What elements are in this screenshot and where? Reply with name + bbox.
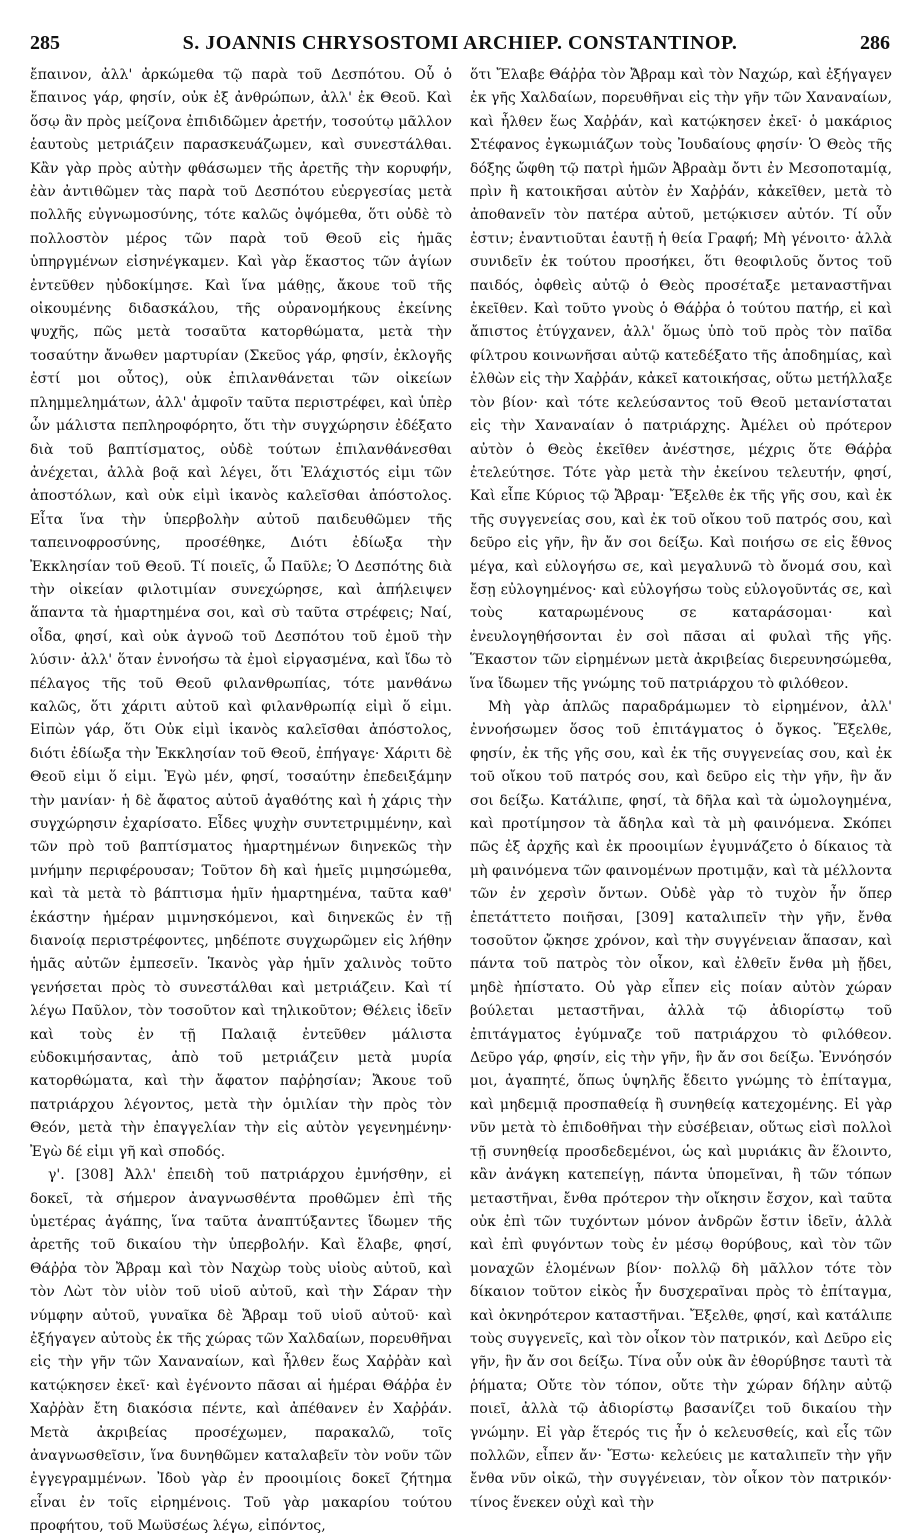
- right-paragraph-2: Μὴ γὰρ ἁπλῶς παραδράμωμεν τὸ εἰρημένον, ἀλλ' ἐννοήσωμεν ὅσος τοῦ ἐπιτάγματος ὁ ὄγκος. Ἔξελθε, φησίν, ἐκ τῆς γῆς σου, καὶ ἐκ τῆς συγγενείας σου, καὶ ἐκ τοῦ οἴκου τοῦ πατρός σου, καὶ δεῦρο εἰς τὴν γῆν, ἣν ἄν σοι δείξω. Κατάλιπε, φησί, τὰ δῆλα καὶ τὰ ὡμολογημένα, καὶ προτίμησον τὰ ἄδηλα καὶ τὰ μὴ φαινόμενα. Σκόπει πῶς ἐξ ἀρχῆς καὶ ἐκ προοιμίων ἐγυμνάζετο ὁ δίκαιος τὰ μὴ φαινόμενα τῶν φαινομένων προτιμᾷν, καὶ τὰ μέλλοντα τῶν ἐν χερσὶν ὄντων. Οὐδὲ γὰρ τὸ τυχὸν ἦν ὅπερ ἐπετάττετο ποιῆσαι, [309] καταλιπεῖν τὴν γῆν, ἔνθα τοσοῦτον ᾤκησε χρόνον, καὶ τὴν συγγένειαν ἅπασαν, καὶ πάντα τοῦ πατρὸς τὸν οἶκον, καὶ ἐλθεῖν ἔνθα μὴ ᾔδει, μηδὲ ἠπίστατο. Οὐ γὰρ εἶπεν εἰς ποίαν αὐτὸν χώραν βούλεται μεταστῆναι, ἀλλὰ τῷ ἀδιορίστῳ τοῦ ἐπιτάγματος ἐγύμναζε τοῦ πατριάρχου τὸ φιλόθεον. Δεῦρο γάρ, φησίν, εἰς τὴν γῆν, ἣν ἄν σοι δείξω. Ἐννόησόν μοι, ἀγαπητέ, ὅπως ὑψηλῆς ἔδειτο γνώμης τὸ ἐπίταγμα, καὶ μηδεμιᾷ προσπαθείᾳ ἢ συνηθείᾳ κατεχομένης. Εἰ γὰρ νῦν μετὰ τὸ ἐπιδοθῆναι τὴν εὐσέβειαν, οὕτως εἰσὶ πολλοὶ τῇ συνηθείᾳ προσδεδεμένοι, ὡς καὶ μυριάκις ἂν ἕλοιντο, κἂν ἀνάγκη κατεπείγῃ, πάντα ὑπομεῖναι, ἢ τῶν τόπων μεταστῆναι, ἔνθα πρότερον τὴν οἴκησιν ἔσχον, καὶ ταῦτα οὐκ ἐπὶ τῶν τυχόντων μόνον ἀνδρῶν ἔστιν ἰδεῖν, ἀλλὰ καὶ ἐπὶ φυγόντων τοὺς ἐν μέσῳ θορύβους, καὶ τὸν τῶν μοναχῶν ἑλομένων βίον· πολλῷ δὴ μᾶλλον τότε τὸν δίκαιον τοῦτον εἰκὸς ἦν δυσχεραῖναι πρὸς τὸ ἐπίταγμα, καὶ ὀκνηρότερον καταστῆναι. Ἔξελθε, φησί, καὶ κατάλιπε τοὺς συγγενεῖς, καὶ τὸν οἶκον τὸν πατρικόν, καὶ Δεῦρο εἰς γῆν, ἣν ἄν σοι δείξω. Τίνα οὖν οὐκ ἂν ἐθορύβησε ταυτὶ τὰ ῥήματα; Οὔτε τὸν τόπον, οὔτε τὴν χώραν δήλην αὐτῷ ποιεῖ, ἀλλὰ τῷ ἀδιορίστῳ βασανίζει τοῦ δικαίου τὴν γνώμην. Εἰ γὰρ ἕτερός τις ἦν ὁ κελευσθείς, καὶ εἷς τῶν πολλῶν, εἶπεν ἄν· Ἔστω· κελεύεις με καταλιπεῖν τὴν γῆν ἔνθα νῦν οἰκῶ, τὴν συγγένειαν, τὸν οἶκον τὸν πατρικόν· τίνος ἕνεκεν οὐχὶ καὶ τὴν: [470, 698, 892, 1511]
- right-page-number: 286: [860, 32, 890, 54]
- page-header: [30, 32, 890, 58]
- right-text-column: [470, 64, 892, 1524]
- left-paragraph-1: ἔπαινον, ἀλλ' ἀρκώμεθα τῷ παρὰ τοῦ Δεσπότου. Οὗ ὁ ἔπαινος γάρ, φησίν, οὐκ ἐξ ἀνθρώπων, ἀλλ' ἐκ Θεοῦ. Καὶ ὅσῳ ἂν πρὸς μείζονα ἐπιδιδῶμεν ἀρετήν, τοσούτῳ μᾶλλον ἑαυτοὺς μετριάζειν παρασκευάζωμεν, καὶ συνεστάλθαι. Κἂν γὰρ πρὸς αὐτὴν φθάσωμεν τῆς ἀρετῆς τὴν κορυφήν, ἐὰν ἀντιθῶμεν τὰς παρὰ τοῦ Δεσπότου εὐεργεσίας μετὰ πολλῆς εὐγνωμοσύνης, τότε καλῶς ὀψόμεθα, ὅτι οὐδὲ τὸ πολλοστὸν μέρος τῶν παρὰ τοῦ Θεοῦ εἰς ἡμᾶς ὑπηργμένων εἰσηνέγκαμεν. Καὶ γὰρ ἕκαστος τῶν ἁγίων ἐντεῦθεν ηὐδοκίμησε. Καὶ ἵνα μάθῃς, ἄκουε τοῦ τῆς οἰκουμένης διδασκάλου, τῆς οὐρανομήκους ἐκείνης ψυχῆς, πῶς μετὰ τοσαῦτα κατορθώματα, μετὰ τὴν τοσαύτην ἄνωθεν μαρτυρίαν (Σκεῦος γάρ, φησίν, ἐκλογῆς ἐστί μοι οὗτος), οὐκ ἐπιλανθάνεται τῶν οἰκείων πλημμελημάτων, ἀλλ' ἀμφοῖν ταῦτα περιστρέφει, καὶ ὑπὲρ ὧν μάλιστα πεπληροφόρητο, ὅτι τὴν συγχώρησιν ἐδέξατο διὰ τοῦ βαπτίσματος, οὐδὲ τούτων ἐπιλανθάνεσθαι ἀνέχεται, ἀλλὰ βοᾷ καὶ λέγει, ὅτι Ἐλάχιστός εἰμι τῶν ἀποστόλων, καὶ οὐκ εἰμὶ ἱκανὸς καλεῖσθαι ἀπόστολος. Εἶτα ἵνα τὴν ὑπερβολὴν αὐτοῦ παιδευθῶμεν τῆς ταπεινοφροσύνης, προσέθηκε, Διότι ἐδίωξα τὴν Ἐκκλησίαν τοῦ Θεοῦ. Τί ποιεῖς, ὦ Παῦλε; Ὁ Δεσπότης διὰ τὴν οἰκείαν φιλοτιμίαν συνεχώρησε, καὶ ἀπήλειψεν ἅπαντα τὰ ἡμαρτημένα σοι, καὶ σὺ ταῦτα στρέφεις; Ναί, οἶδα, φησί, καὶ οὐκ ἀγνοῶ τοῦ Δεσπότου τοῦ ἐμοῦ τὴν λύσιν· ἀλλ' ὅταν ἐννοήσω τὰ ἐμοὶ εἰργασμένα, καὶ ἴδω τὸ πέλαγος τῆς τοῦ Θεοῦ φιλανθρωπίας, τότε μανθάνω καλῶς, ὅτι χάριτι αὐτοῦ καὶ φιλανθρωπίᾳ εἰμὶ ὅ εἰμι. Εἰπὼν γάρ, ὅτι Οὐκ εἰμὶ ἱκανὸς καλεῖσθαι ἀπόστολος, διότι ἐδίωξα τὴν Ἐκκλησίαν τοῦ Θεοῦ, ἐπήγαγε· Χάριτι δὲ Θεοῦ εἰμι ὅ εἰμι. Ἐγὼ μέν, φησί, τοσαύτην ἐπεδειξάμην τὴν μανίαν· ἡ δὲ ἄφατος αὐτοῦ ἀγαθότης καὶ ἡ χάρις τὴν συγχώρησιν ἐχαρίσατο. Εἶδες ψυχὴν συντετριμμένην, καὶ τῶν πρὸ τοῦ βαπτίσματος ἡμαρτημένων διηνεκῶς τὴν μνήμην περιφέρουσαν; Τοῦτον δὴ καὶ ἡμεῖς μιμησώμεθα, καὶ τὰ μετὰ τὸ βάπτισμα ἡμῖν ἡμαρτημένα, ταῦτα καθ' ἑκάστην ἡμέραν μιμνησκόμενοι, καὶ διηνεκῶς ἐν τῇ διανοίᾳ περιστρέφοντες, μηδέποτε συγχωρῶμεν εἰς λήθην ἡμᾶς αὐτῶν ἐμπεσεῖν. Ἱκανὸς γὰρ ἡμῖν χαλινὸς τοῦτο γενήσεται πρὸς τὸ συνεστάλθαι καὶ μετριάζειν. Καὶ τί λέγω Παῦλον, τὸν τοσοῦτον καὶ τηλικοῦτον; Θέλεις ἰδεῖν καὶ τοὺς ἐν τῇ Παλαιᾷ ἐντεῦθεν μάλιστα εὐδοκιμήσαντας, ἀπὸ τοῦ μετριάζειν μετὰ μυρία κατορθώματα, καὶ τὴν ἄφατον παῤῥησίαν; Ἄκουε τοῦ πατριάρχου λέγοντος, μετὰ τὴν ὁμιλίαν τὴν πρὸς τὸν Θεόν, μετὰ τὴν ἐπαγγελίαν τὴν εἰς αὐτὸν γεγενημένην· Ἐγὼ δέ εἰμι γῆ καὶ σποδός.: [30, 67, 452, 1160]
- left-text-column: [30, 64, 452, 1535]
- left-paragraph-2: γ'. [308] Ἀλλ' ἐπειδὴ τοῦ πατριάρχου ἐμνήσθην, εἰ δοκεῖ, τὰ σήμερον ἀναγνωσθέντα προθῶμεν ἐπὶ τῆς ὑμετέρας ἀγάπης, ἵνα ταῦτα ἀναπτύξαντες ἴδωμεν τῆς ἀρετῆς τοῦ δικαίου τὴν ὑπερβολήν. Καὶ ἔλαβε, φησί, Θάῤῥα τὸν Ἄβραμ καὶ τὸν Ναχὼρ τοὺς υἱοὺς αὐτοῦ, καὶ τὸν Λὼτ τὸν υἱὸν τοῦ υἱοῦ αὐτοῦ, καὶ τὴν Σάραν τὴν νύμφην αὐτοῦ, γυναῖκα δὲ Ἄβραμ τοῦ υἱοῦ αὐτοῦ· καὶ ἐξήγαγεν αὐτοὺς ἐκ τῆς χώρας τῶν Χαλδαίων, πορευθῆναι εἰς τὴν γῆν τῶν Χαναναίων, καὶ ἦλθεν ἕως Χαῤῥὰν καὶ κατῴκησεν ἐκεῖ· καὶ ἐγένοντο πᾶσαι αἱ ἡμέραι Θάῤῥα ἐν Χαῤῥὰν ἔτη διακόσια πέντε, καὶ ἀπέθανεν ἐν Χαῤῥάν. Μετὰ ἀκριβείας προσέχωμεν, παρακαλῶ, τοῖς ἀναγνωσθεῖσιν, ἵνα δυνηθῶμεν καταλαβεῖν τὸν νοῦν τῶν ἐγγεγραμμένων. Ἰδοὺ γὰρ ἐν προοιμίοις δοκεῖ ζήτημα εἶναι ἐν τοῖς εἰρημένοις. Τοῦ γὰρ μακαρίου τούτου προφήτου, τοῦ Μωϋσέως λέγω, εἰπόντος,: [30, 1167, 452, 1535]
- left-page-number: 285: [30, 32, 60, 54]
- running-title: S. JOANNIS CHRYSOSTOMI ARCHIEP. CONSTANTINOP.: [182, 32, 738, 54]
- right-paragraph-1: ὅτι Ἔλαβε Θάῤῥα τὸν Ἄβραμ καὶ τὸν Ναχώρ, καὶ ἐξήγαγεν ἐκ γῆς Χαλδαίων, πορευθῆναι εἰς τὴν γῆν τῶν Χαναναίων, καὶ ἦλθεν ἕως Χαῤῥάν, καὶ κατῴκησεν ἐκεῖ· ὁ μακάριος Στέφανος ἐγκωμιάζων τοὺς Ἰουδαίους φησίν· Ὁ Θεὸς τῆς δόξης ὤφθη τῷ πατρὶ ἡμῶν Ἀβραὰμ ὄντι ἐν Μεσοποταμίᾳ, πρὶν ἢ κατοικῆσαι αὐτὸν ἐν Χαῤῥάν, κἀκεῖθεν, μετὰ τὸ ἀποθανεῖν τὸν πατέρα αὐτοῦ, μετῴκισεν αὐτόν. Τί οὖν ἐστιν; ἐναντιοῦται ἑαυτῇ ἡ θεία Γραφή; Μὴ γένοιτο· ἀλλὰ συνιδεῖν ἐκ τούτου προσήκει, ὅτι θεοφιλοῦς ὄντος τοῦ παιδός, ὀφθεὶς αὐτῷ ὁ Θεὸς προσέταξε μεταναστῆναι ἐκεῖθεν. Καὶ τοῦτο γνοὺς ὁ Θάῤῥα ὁ τούτου πατήρ, εἰ καὶ ἄπιστος ἐτύγχανεν, ἀλλ' ὅμως ὑπὸ τοῦ πρὸς τὸν παῖδα φίλτρου κοινωνῆσαι αὐτῷ κατεδέξατο τῆς ἀποδημίας, καὶ ἐλθὼν εἰς τὴν Χαῤῥάν, κἀκεῖ κατοικήσας, οὕτω μετήλλαξε τὸν βίον· καὶ τότε κελεύσαντος τοῦ Θεοῦ μετανίσταται εἰς τὴν Χαναναίαν ὁ πατριάρχης. Ἀμέλει οὐ πρότερον αὐτὸν ὁ Θεὸς ἐκεῖθεν ἀνέστησε, μέχρις ὅτε Θάῤῥα ἐτελεύτησε. Τότε γὰρ μετὰ τὴν ἐκείνου τελευτήν, φησί, Καὶ εἶπε Κύριος τῷ Ἄβραμ· Ἔξελθε ἐκ τῆς γῆς σου, καὶ ἐκ τῆς συγγενείας σου, καὶ ἐκ τοῦ οἴκου τοῦ πατρός σου, καὶ δεῦρο εἰς γῆν, ἣν ἄν σοι δείξω. Καὶ ποιήσω σε εἰς ἔθνος μέγα, καὶ εὐλογήσω σε, καὶ μεγαλυνῶ τὸ ὄνομά σου, καὶ ἔσῃ εὐλογημένος· καὶ εὐλογήσω τοὺς εὐλογοῦντάς σε, καὶ τοὺς καταρωμένους σε καταράσομαι· καὶ ἐνευλογηθήσονται ἐν σοὶ πᾶσαι αἱ φυλαὶ τῆς γῆς. Ἕκαστον τῶν εἰρημένων μετὰ ἀκριβείας διερευνησώμεθα, ἵνα ἴδωμεν τῆς γνώμης τοῦ πατριάρχου τὸ φιλόθεον.: [470, 67, 892, 692]
